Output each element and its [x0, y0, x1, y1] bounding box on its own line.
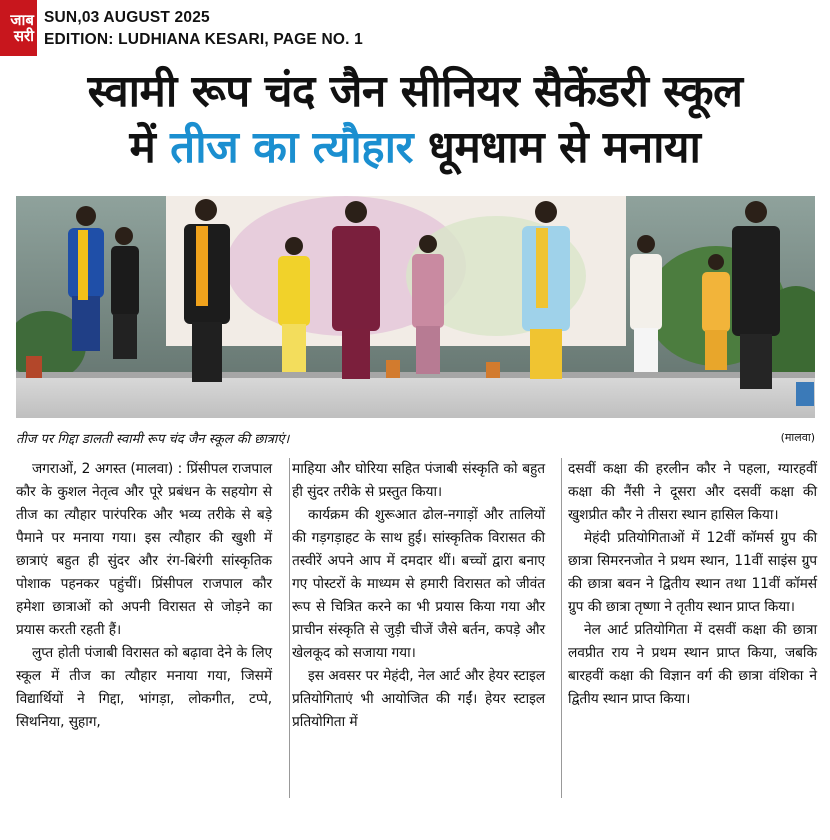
article-column-1 [16, 458, 272, 734]
headline-line-2 [0, 120, 830, 176]
article-column-2 [289, 458, 545, 798]
headline [0, 64, 830, 176]
article-body [16, 458, 815, 838]
dance-performance-image [16, 196, 815, 418]
paragraph: कार्यक्रम की शुरूआत ढोल-नगाड़ों और तालियों की गड़गड़ाहट के साथ हुई। सांस्कृतिक विरासत की तस्वीरें अपने आप में दमदार थीं। बच्चों द्वारा बनाए गए पोस्टरों के माध्यम से हमारी विरासत को जीवंत रूप से चित्रित करने का भी प्रयास किया गया और प्राचीन संस्कृति से जुड़ी चीजें जैसे बर्तन, कपड़े और खेलकूद को सजाया गया। [292, 507, 545, 661]
paragraph: इस अवसर पर मेहंदी, नेल आर्ट और हेयर स्टाइल प्रतियोगिताएं भी आयोजित की गईं। हेयर स्टाइल प्रतियोगिता में [292, 668, 545, 730]
masthead-meta [44, 7, 363, 51]
headline-prefix: में [129, 122, 156, 173]
paragraph: जगराओं, 2 अगस्त (मालवा) : प्रिंसीपल राजपाल कौर के कुशल नेतृत्व और पूरे प्रबंधन के सहयोग से तीज का त्यौहार पारंपरिक और भव्य तरीके से बड़े पैमाने पर मनाया गया। इस त्यौहार की खुशी में छात्राएं बहुत ही सुंदर और रंग-बिरंगी सांस्कृतिक पोशाक पहनकर पहुंचीं। प्रिंसीपल राजपाल कौर हमेशा छात्राओं को अपनी विरासत से जोड़ने का प्रयास करती रहती हैं। [16, 461, 272, 638]
issue-date: SUN,03 AUGUST 2025 [44, 9, 210, 26]
photo-credit: (मालवा) [780, 431, 815, 444]
paragraph: माहिया और घोरिया सहित पंजाबी संस्कृति को बहुत ही सुंदर तरीके से प्रस्तुत किया। [292, 461, 545, 500]
headline-highlight: तीज का त्यौहार [170, 122, 414, 173]
photo-caption: तीज पर गिद्दा डालती स्वामी रूप चंद जैन स्कूल की छात्राएं। [16, 432, 290, 447]
paragraph: लुप्त होती पंजाबी विरासत को बढ़ावा देने के लिए स्कूल में तीज का त्यौहार मनाया गया, जिसमें विद्यार्थियों ने गिद्दा, भांगड़ा, लोकगीत, टप्पे, सिथनिया, सुहाग, [16, 645, 272, 730]
edition-info: EDITION: LUDHIANA KESARI, PAGE NO. 1 [44, 31, 363, 48]
logo-line-1: जाब [10, 10, 34, 29]
paragraph: मेहंदी प्रतियोगिताओं में 12वीं कॉमर्स ग्रुप की छात्रा सिमरनजोत ने प्रथम स्थान, 11वीं साइंस ग्रुप की छात्रा बवन ने द्वितीय स्थान तथा 11वीं कॉमर्स ग्रुप की छात्रा तृष्णा ने तृतीय स्थान प्राप्त किया। [568, 530, 817, 615]
event-photo [16, 196, 815, 418]
paragraph: नेल आर्ट प्रतियोगिता में दसवीं कक्षा की छात्रा लवप्रीत राय ने प्रथम स्थान प्राप्त किया, जबकि बारहवीं कक्षा की विज्ञान वर्ग की छात्रा वंशिका ने द्वितीय स्थान प्राप्त किया। [568, 622, 817, 707]
paragraph: दसवीं कक्षा की हरलीन कौर ने पहला, ग्यारहवीं कक्षा की नैंसी ने दूसरा और दसवीं कक्षा की खुशप्रीत कौर ने तीसरा स्थान हासिल किया। [568, 461, 817, 523]
headline-line-1: स्वामी रूप चंद जैन सीनियर सैकेंडरी स्कूल [87, 66, 743, 117]
photo-caption-row [16, 429, 815, 447]
headline-suffix: धूमधाम से मनाया [427, 122, 701, 173]
newspaper-logo [0, 0, 37, 56]
article-column-3 [561, 458, 817, 798]
logo-line-2: सरी [13, 27, 34, 45]
